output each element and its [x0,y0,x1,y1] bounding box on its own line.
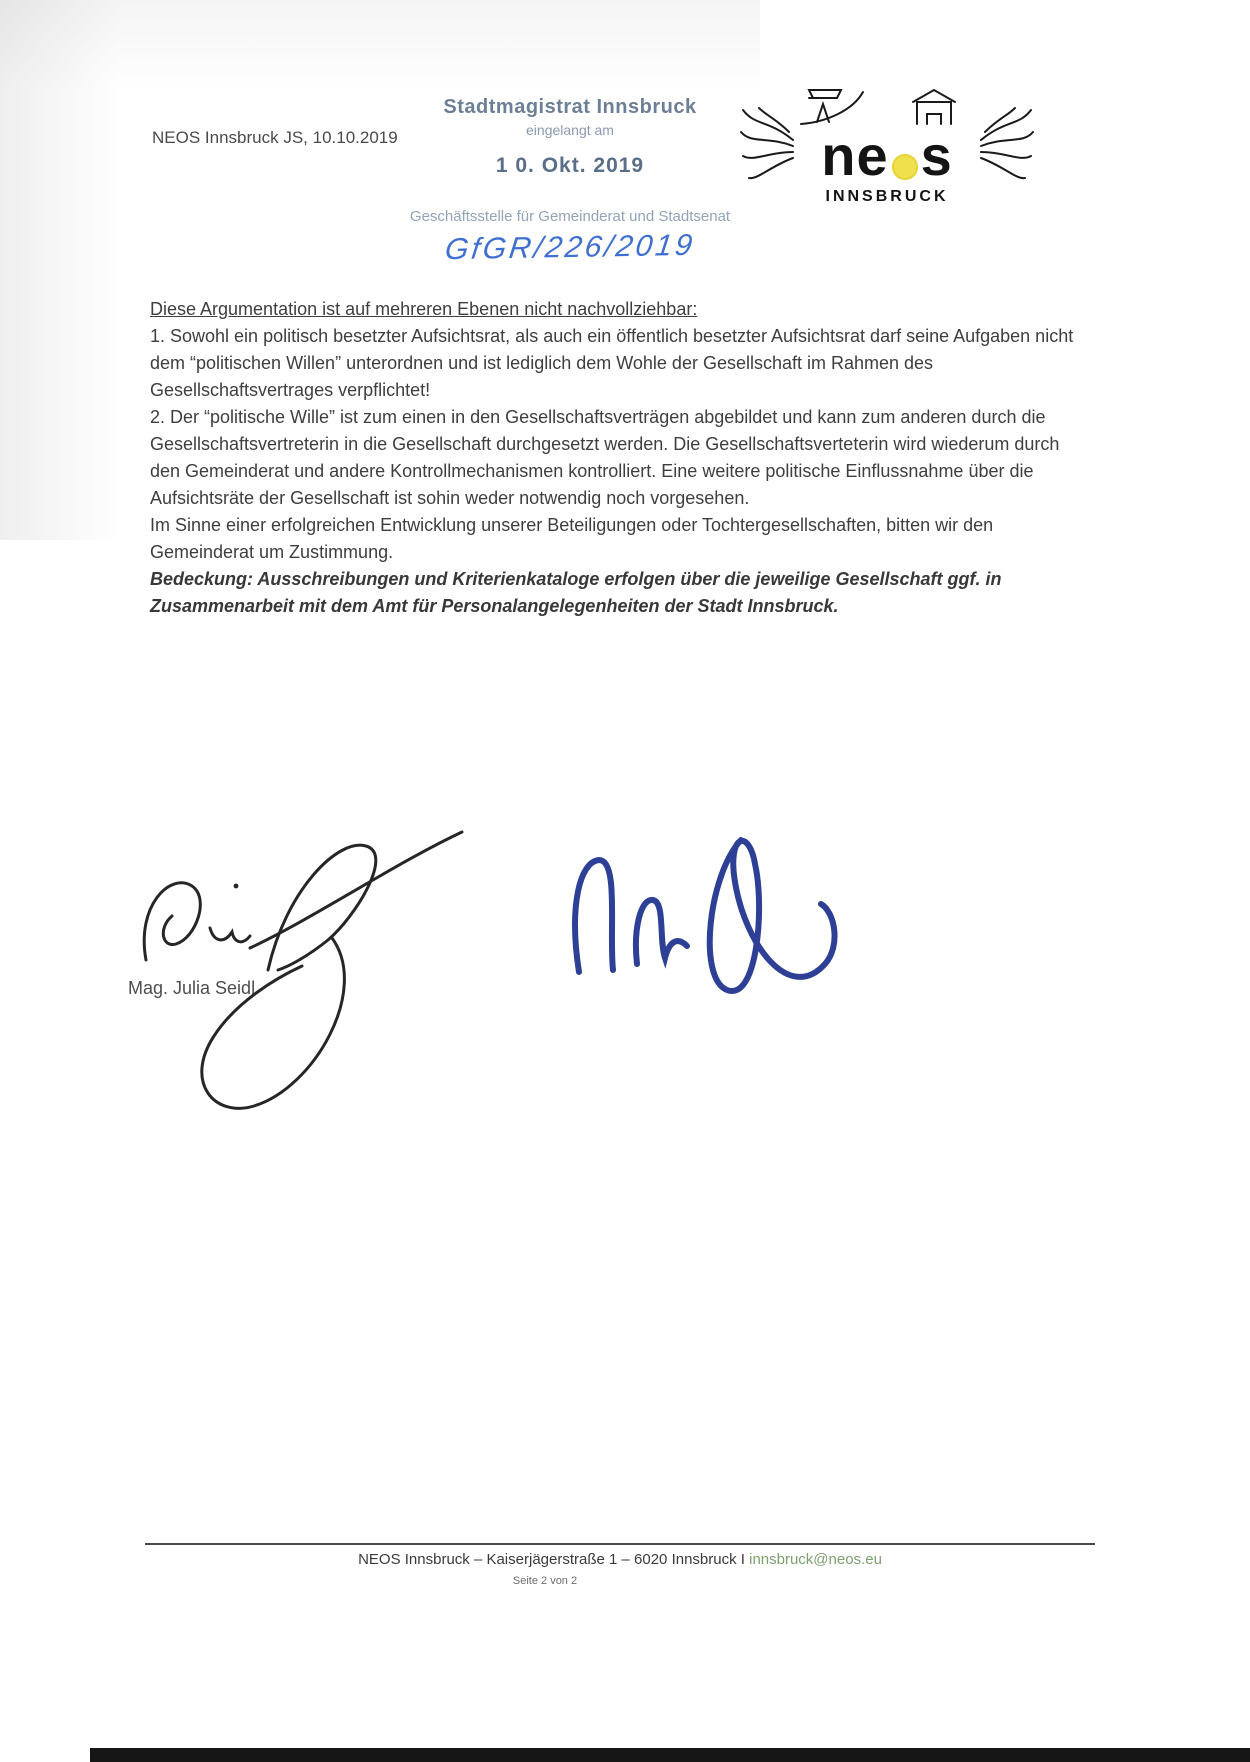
stamp-received-date: 1 0. Okt. 2019 [495,154,645,177]
wordmark-prefix: ne [821,124,889,187]
stamp-office: Geschäftsstelle für Gemeinderat und Stadtsenat [409,208,731,225]
bedeckung-paragraph: Bedeckung: Ausschreibungen und Kriterienkataloge erfolgen über die jeweilige Gesellschaft ggf. in Zusammenarbeit mit dem Amt für Personalangelegenheiten der Stadt Innsbruck. [150,569,1002,616]
logo-city-label: INNSBRUCK [825,188,949,205]
logo-dot-icon [892,154,918,180]
page-indicator: Seite 2 von 2 [512,1575,578,1587]
wordmark-suffix: s [920,124,953,187]
stamp-received-label: eingelangt am [526,122,614,138]
signature-julia-seidl [118,820,488,1120]
footer-address-line [145,1551,1095,1568]
signature-second [545,812,845,1052]
argument-heading: Diese Argumentation ist auf mehreren Ebenen nicht nachvollziehbar: [150,299,698,319]
footer-divider [145,1543,1095,1545]
neos-innsbruck-logo [742,84,1032,206]
closing-paragraph: Im Sinne einer erfolgreichen Entwicklung unserer Beteiligungen oder Tochtergesellschaften, bitten wir den Gemeinderat um Zustimmung. [150,515,994,562]
footer-address: NEOS Innsbruck – Kaiserjägerstraße 1 – 6020 Innsbruck I [358,1551,750,1568]
logo-wordmark [821,124,953,187]
signatory-name: Mag. Julia Seidl [128,978,256,998]
scan-edge-artifact [90,1748,1250,1762]
argument-point-2: 2. Der “politische Wille” ist zum einen in den Gesellschaftsverträgen abgebildet und kann zum anderen durch die Gesellschaftsvertreterin in die Gesellschaft durchgesetzt werden. Die Gesellschaftsverteterin wird wiederum durch den Gemeinderat und andere Kontrollmechanismen kontrolliert. Eine weitere politische Einflussnahme über die Aufsichtsräte der Gesellschaft ist sohin weder notwendig noch vorgesehen. [150,407,1060,508]
logo-wing-left-icon [739,102,795,188]
stamp-reference-handwriting: GfGR/226/2019 [443,228,697,267]
receipt-stamp [380,96,760,265]
document-body [150,296,1082,620]
sender-line: NEOS Innsbruck JS, 10.10.2019 [152,128,398,147]
argument-point-1: 1. Sowohl ein politisch besetzter Aufsichtsrat, als auch ein öffentlich besetzter Aufsichtsrat darf seine Aufgaben nicht dem “politischen Willen” unterordnen und ist lediglich dem Wohle der Gesellschaft im Rahmen des Gesellschaftsvertrages verpflichtet! [150,326,1074,400]
stamp-authority: Stadtmagistrat Innsbruck [443,96,697,118]
innsbruck-skyline-sketch-icon [797,84,977,128]
logo-center [797,84,977,206]
scan-shadow-left [0,0,120,540]
logo-wing-right-icon [979,102,1035,188]
footer-email: innsbruck@neos.eu [749,1551,882,1568]
